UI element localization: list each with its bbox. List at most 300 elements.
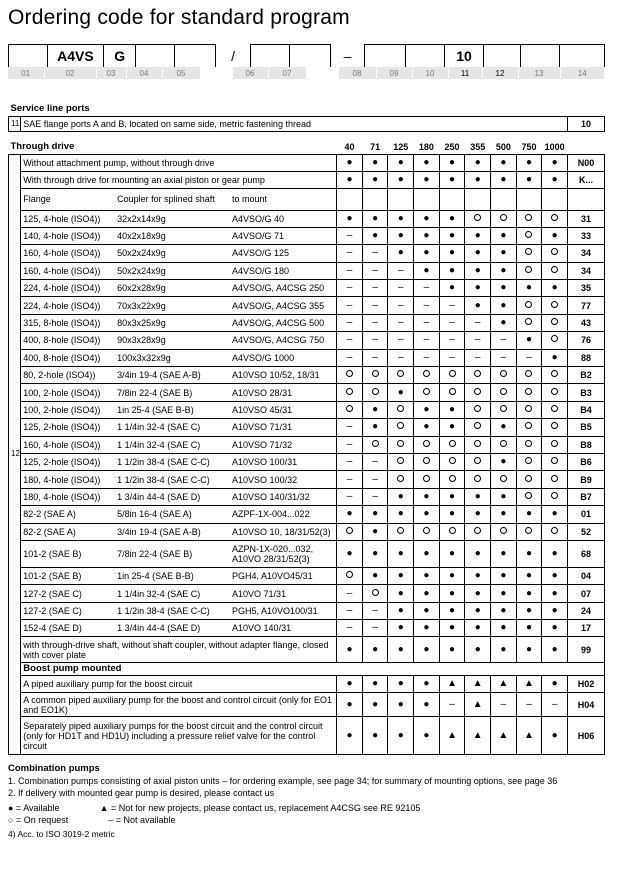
footer-note-2: 2. If delivery with mounted gear pump is desired, please contact us <box>8 788 275 798</box>
flange-row <box>9 488 605 505</box>
service-text: SAE flange ports A and B, located on same side, metric fastening thread <box>21 116 568 131</box>
available-icon: ● <box>337 693 363 717</box>
available-icon: ● <box>362 693 388 717</box>
through-drive-row <box>9 171 605 188</box>
coupler-header: Coupler for splined shaft <box>115 188 230 210</box>
not-available-mark: – <box>362 280 388 297</box>
on-request-icon <box>525 266 532 273</box>
size-header: 180 <box>414 141 440 154</box>
position-number <box>306 67 338 79</box>
available-icon: ● <box>491 488 517 505</box>
flange-row <box>9 262 605 279</box>
not-available-mark: – <box>388 349 414 366</box>
available-icon: ● <box>337 540 363 567</box>
available-icon: ● <box>465 506 491 523</box>
on-request-icon <box>525 248 532 255</box>
not-available-mark: – <box>362 262 388 279</box>
on-request-icon <box>474 475 481 482</box>
available-icon: ● <box>414 506 440 523</box>
available-icon: ● <box>491 620 517 637</box>
available-icon: ● <box>362 227 388 244</box>
available-icon: ● <box>337 154 363 171</box>
blank-cell <box>465 188 491 210</box>
row-code: H02 <box>567 676 604 693</box>
available-icon: ● <box>516 280 542 297</box>
availability-symbol <box>516 384 542 401</box>
on-request-icon <box>500 388 507 395</box>
availability-symbol <box>465 436 491 453</box>
on-request-icon <box>423 475 430 482</box>
available-icon: ● <box>465 585 491 602</box>
row-code: B3 <box>567 384 604 401</box>
flange-cell: 180, 4-hole (ISO4)) <box>21 488 115 505</box>
not-for-new-icon: ▲ <box>439 676 465 693</box>
available-icon: ● <box>388 717 414 755</box>
not-available-mark: – <box>414 349 440 366</box>
availability-symbol <box>414 384 440 401</box>
position-number: 01 <box>8 67 44 79</box>
availability-symbol <box>516 488 542 505</box>
not-available-mark: – <box>337 602 363 619</box>
mount-cell: A4VSO/G, A4CSG 750 <box>230 332 337 349</box>
available-icon: ● <box>414 676 440 693</box>
not-available-mark: – <box>362 471 388 488</box>
not-available-mark: – <box>439 297 465 314</box>
available-icon: ● <box>414 567 440 584</box>
row-description: with through-drive shaft, without shaft coupler, without adapter flange, closed with cover plate <box>21 637 337 663</box>
available-icon: ● <box>337 637 363 663</box>
coupler-cell: 1 1/4in 32-4 (SAE C) <box>115 585 230 602</box>
flange-row <box>9 245 605 262</box>
available-icon: ● <box>439 227 465 244</box>
size-header: 500 <box>491 141 517 154</box>
availability-symbol <box>491 471 517 488</box>
availability-symbol <box>516 471 542 488</box>
coupler-cell: 1 1/4in 32-4 (SAE C) <box>115 419 230 436</box>
available-icon: ● <box>362 676 388 693</box>
on-request-icon <box>346 527 353 534</box>
coupler-cell: 1 1/4in 32-4 (SAE C) <box>115 436 230 453</box>
on-request-icon <box>474 457 481 464</box>
mount-cell: A4VSO/G 71 <box>230 227 337 244</box>
footer-note-1: 1. Combination pumps consisting of axial piston units – for ordering example, see page 34; for summary of mounting options, see page 36 <box>8 776 558 786</box>
available-icon: ● <box>414 602 440 619</box>
available-icon: ● <box>491 262 517 279</box>
coupler-cell: 50x2x24x9g <box>115 245 230 262</box>
availability-symbol <box>414 367 440 384</box>
available-icon: ● <box>465 227 491 244</box>
flange-cell: 400, 8-hole (ISO4)) <box>21 349 115 366</box>
not-available-mark: – <box>414 332 440 349</box>
available-icon: ● <box>465 154 491 171</box>
availability-symbol <box>414 471 440 488</box>
available-icon: ● <box>465 262 491 279</box>
not-available-mark: – <box>439 349 465 366</box>
not-available-mark: – <box>362 245 388 262</box>
on-request-icon <box>423 527 430 534</box>
not-available-mark: – <box>362 488 388 505</box>
on-request-icon <box>372 440 379 447</box>
footer-notes <box>8 763 608 840</box>
availability-symbol <box>491 523 517 540</box>
size-header: 355 <box>465 141 491 154</box>
on-request-icon <box>525 405 532 412</box>
row-code: 43 <box>567 314 604 331</box>
not-available-mark: – <box>362 620 388 637</box>
not-available-mark: – <box>388 332 414 349</box>
availability-symbol <box>362 585 388 602</box>
available-icon: ● <box>542 717 568 755</box>
available-icon: ● <box>439 419 465 436</box>
not-available-mark: – <box>337 436 363 453</box>
available-icon: ● <box>388 384 414 401</box>
row-code: N00 <box>567 154 604 171</box>
on-request-icon <box>525 422 532 429</box>
availability-symbol <box>362 436 388 453</box>
available-icon: ● <box>491 419 517 436</box>
flange-row <box>9 471 605 488</box>
size-header: 125 <box>388 141 414 154</box>
not-available-mark: – <box>337 262 363 279</box>
position-number: 07 <box>268 67 306 79</box>
available-icon: ● <box>414 401 440 418</box>
available-icon: ● <box>491 245 517 262</box>
available-icon: ● <box>516 332 542 349</box>
position-number: 05 <box>162 67 200 79</box>
mount-cell: A4VSO/G, A4CSG 355 <box>230 297 337 314</box>
ordering-code-row <box>8 44 605 68</box>
code-header-blank <box>567 141 604 154</box>
coupler-cell: 1 1/2in 38-4 (SAE C-C) <box>115 471 230 488</box>
available-icon: ● <box>414 154 440 171</box>
on-request-icon <box>500 214 507 221</box>
availability-symbol <box>465 453 491 470</box>
available-icon: ● <box>439 620 465 637</box>
row-code: B5 <box>567 419 604 436</box>
flange-cell: 100, 2-hole (ISO4)) <box>21 401 115 418</box>
availability-symbol <box>516 314 542 331</box>
not-available-mark: – <box>337 314 363 331</box>
on-request-icon <box>372 370 379 377</box>
row-code: H04 <box>567 693 604 717</box>
availability-symbol <box>465 367 491 384</box>
available-icon: ● <box>337 717 363 755</box>
mount-cell: A4VSO/G 1000 <box>230 349 337 366</box>
not-available-mark: – <box>337 332 363 349</box>
code-cell <box>365 45 406 68</box>
available-icon: ● <box>542 676 568 693</box>
flange-row <box>9 602 605 619</box>
mount-cell: A10VSO 10/52, 18/31 <box>230 367 337 384</box>
not-available-mark: – <box>491 693 517 717</box>
available-icon: ● <box>337 506 363 523</box>
not-available-mark: – <box>337 620 363 637</box>
not-for-new-icon: ▲ <box>491 717 517 755</box>
blank-cell <box>491 188 517 210</box>
mount-cell: A4VSO/G 125 <box>230 245 337 262</box>
available-icon: ● <box>491 227 517 244</box>
available-icon: ● <box>388 676 414 693</box>
availability-symbol <box>337 384 363 401</box>
available-icon: ● <box>542 540 568 567</box>
available-icon: ● <box>388 171 414 188</box>
not-available-mark: – <box>362 314 388 331</box>
available-icon: ● <box>491 637 517 663</box>
service-heading: Service line ports <box>10 102 90 114</box>
available-icon: ● <box>439 154 465 171</box>
available-icon: ● <box>465 280 491 297</box>
on-request-icon <box>525 527 532 534</box>
available-icon: ● <box>465 567 491 584</box>
available-icon: ● <box>516 506 542 523</box>
not-available-mark: – <box>414 314 440 331</box>
available-icon: ● <box>439 488 465 505</box>
row-code: H06 <box>567 717 604 755</box>
mount-cell: A4VSO/G, A4CSG 500 <box>230 314 337 331</box>
row-code: 31 <box>567 210 604 227</box>
through-drive-index: 12 <box>9 154 21 755</box>
available-icon: ● <box>542 602 568 619</box>
mount-cell: A4VSO/G, A4CSG 250 <box>230 280 337 297</box>
availability-symbol <box>491 436 517 453</box>
flange-cell: 140, 4-hole (ISO4)) <box>21 227 115 244</box>
availability-symbol <box>465 384 491 401</box>
on-request-icon <box>397 440 404 447</box>
flange-cell: 315, 8-hole (ISO4)) <box>21 314 115 331</box>
available-icon: ● <box>362 171 388 188</box>
available-icon: ● <box>491 585 517 602</box>
available-icon: ● <box>362 401 388 418</box>
on-request-icon <box>372 388 379 395</box>
on-request-icon <box>551 388 558 395</box>
options-table <box>8 102 605 755</box>
code-cell <box>136 45 175 68</box>
row-code: 99 <box>567 637 604 663</box>
row-code: B6 <box>567 453 604 470</box>
mount-cell: A10VSO 71/31 <box>230 419 337 436</box>
flange-row <box>9 567 605 584</box>
available-icon: ● <box>542 585 568 602</box>
availability-symbol <box>465 419 491 436</box>
available-icon: ● <box>362 154 388 171</box>
availability-symbol <box>516 453 542 470</box>
not-available-mark: – <box>516 693 542 717</box>
row-code: B2 <box>567 367 604 384</box>
available-icon: ● <box>465 602 491 619</box>
availability-symbol <box>414 436 440 453</box>
code-cell <box>406 45 445 68</box>
availability-symbol <box>465 210 491 227</box>
flange-row <box>9 349 605 366</box>
not-available-mark: – <box>362 602 388 619</box>
not-available-mark: – <box>388 280 414 297</box>
available-icon: ● <box>491 154 517 171</box>
on-request-icon <box>423 457 430 464</box>
blank-cell <box>362 188 388 210</box>
on-request-icon <box>525 318 532 325</box>
available-icon: ● <box>439 540 465 567</box>
mount-cell: AZPF-1X-004...022 <box>230 506 337 523</box>
available-icon: ● <box>491 280 517 297</box>
flange-cell: 400, 8-hole (ISO4)) <box>21 332 115 349</box>
on-request-icon <box>500 440 507 447</box>
flange-cell: 127-2 (SAE C) <box>21 585 115 602</box>
on-request-icon <box>423 388 430 395</box>
on-request-icon <box>551 301 558 308</box>
code-cell <box>250 45 289 68</box>
mount-cell: A10VSO 100/31 <box>230 453 337 470</box>
flange-cell: 127-2 (SAE C) <box>21 602 115 619</box>
available-icon: ● <box>388 488 414 505</box>
row-code: 52 <box>567 523 604 540</box>
availability-symbol <box>414 523 440 540</box>
available-icon: ● <box>439 506 465 523</box>
row-code: 76 <box>567 332 604 349</box>
flange-row <box>9 314 605 331</box>
blank-cell <box>516 188 542 210</box>
on-request-icon <box>449 440 456 447</box>
on-request-icon <box>474 440 481 447</box>
availability-symbol <box>516 297 542 314</box>
row-code: 35 <box>567 280 604 297</box>
mount-cell: A10VO 140/31 <box>230 620 337 637</box>
mount-cell: A10VO 71/31 <box>230 585 337 602</box>
on-request-icon <box>397 527 404 534</box>
availability-symbol <box>542 262 568 279</box>
mount-cell: A4VSO/G 180 <box>230 262 337 279</box>
boost-heading: Boost pump mounted <box>21 663 605 676</box>
flange-cell: 82-2 (SAE A) <box>21 523 115 540</box>
available-icon: ● <box>362 419 388 436</box>
flange-cell: 224, 4-hole (ISO4)) <box>21 297 115 314</box>
on-request-icon <box>525 301 532 308</box>
legend-not-new: ▲ = Not for new projects, please contact us, replacement A4CSG see RE 92105 <box>99 803 421 813</box>
flange-row <box>9 620 605 637</box>
blank-cell <box>542 188 568 210</box>
available-icon: ● <box>414 693 440 717</box>
blank-cell <box>388 188 414 210</box>
blank-cell <box>567 188 604 210</box>
not-available-mark: – <box>337 488 363 505</box>
on-request-icon <box>551 422 558 429</box>
not-available-mark: – <box>362 349 388 366</box>
on-request-icon <box>551 335 558 342</box>
not-available-mark: – <box>491 349 517 366</box>
code-cell: / <box>231 48 235 64</box>
availability-symbol <box>465 401 491 418</box>
available-icon: ● <box>388 602 414 619</box>
available-icon: ● <box>439 637 465 663</box>
on-request-icon <box>423 440 430 447</box>
availability-symbol <box>516 436 542 453</box>
flange-row <box>9 367 605 384</box>
available-icon: ● <box>388 693 414 717</box>
availability-symbol <box>337 567 363 584</box>
code-cell <box>483 45 520 68</box>
on-request-icon <box>449 527 456 534</box>
flange-row <box>9 506 605 523</box>
row-description: Separately piped auxiliary pumps for the boost circuit and the control circuit (only for HD1T and HD1U) including a pressure relief valve for the control circuit <box>21 717 337 755</box>
availability-symbol <box>439 384 465 401</box>
position-number: 14 <box>560 67 605 79</box>
on-request-icon <box>474 370 481 377</box>
on-request-icon <box>449 475 456 482</box>
availability-symbol <box>516 262 542 279</box>
on-request-icon <box>551 440 558 447</box>
on-request-icon <box>525 214 532 221</box>
not-available-mark: – <box>491 332 517 349</box>
not-available-mark: – <box>337 349 363 366</box>
footer-heading: Combination pumps <box>8 763 100 774</box>
blank-cell <box>439 188 465 210</box>
coupler-cell: 70x3x22x9g <box>115 297 230 314</box>
on-request-icon <box>449 457 456 464</box>
available-icon: ● <box>491 314 517 331</box>
flange-row <box>9 436 605 453</box>
availability-symbol <box>439 523 465 540</box>
position-number: 08 <box>338 67 376 79</box>
coupler-cell: 100x3x32x9g <box>115 349 230 366</box>
available-icon: ● <box>465 620 491 637</box>
availability-symbol <box>542 419 568 436</box>
availability-symbol <box>388 367 414 384</box>
not-available-mark: – <box>414 280 440 297</box>
availability-symbol <box>542 314 568 331</box>
available-icon: ● <box>542 349 568 366</box>
availability-symbol <box>439 436 465 453</box>
flange-cell: 152-4 (SAE D) <box>21 620 115 637</box>
position-number: 13 <box>518 67 560 79</box>
coupler-cell: 3/4in 19-4 (SAE A-B) <box>115 523 230 540</box>
available-icon: ● <box>414 210 440 227</box>
available-icon: ● <box>388 227 414 244</box>
available-icon: ● <box>516 567 542 584</box>
not-available-mark: – <box>337 453 363 470</box>
position-number: 03 <box>96 67 126 79</box>
on-request-icon <box>525 457 532 464</box>
available-icon: ● <box>542 506 568 523</box>
on-request-icon <box>500 405 507 412</box>
flange-cell: 160, 4-hole (ISO4)) <box>21 245 115 262</box>
coupler-cell: 1 3/4in 44-4 (SAE D) <box>115 488 230 505</box>
size-header: 250 <box>439 141 465 154</box>
coupler-cell: 7/8in 22-4 (SAE B) <box>115 540 230 567</box>
mount-cell: PGH5, A10VO100/31 <box>230 602 337 619</box>
available-icon: ● <box>465 297 491 314</box>
position-number: 10 <box>412 67 448 79</box>
flange-cell: 224, 4-hole (ISO4)) <box>21 280 115 297</box>
row-code: 34 <box>567 262 604 279</box>
service-code: 10 <box>567 116 604 131</box>
ordering-position-numbers <box>8 67 605 79</box>
not-for-new-icon: ▲ <box>439 717 465 755</box>
size-header: 40 <box>337 141 363 154</box>
on-request-icon <box>551 475 558 482</box>
available-icon: ● <box>388 637 414 663</box>
on-request-icon <box>500 370 507 377</box>
availability-symbol <box>337 401 363 418</box>
availability-symbol <box>491 367 517 384</box>
code-cell <box>175 45 216 68</box>
available-icon: ● <box>465 488 491 505</box>
legend-on-request: ○ = On request <box>8 815 69 825</box>
available-icon: ● <box>388 154 414 171</box>
available-icon: ● <box>362 523 388 540</box>
on-request-icon <box>525 440 532 447</box>
on-request-icon <box>525 231 532 238</box>
availability-symbol <box>542 523 568 540</box>
coupler-cell: 90x3x28x9g <box>115 332 230 349</box>
